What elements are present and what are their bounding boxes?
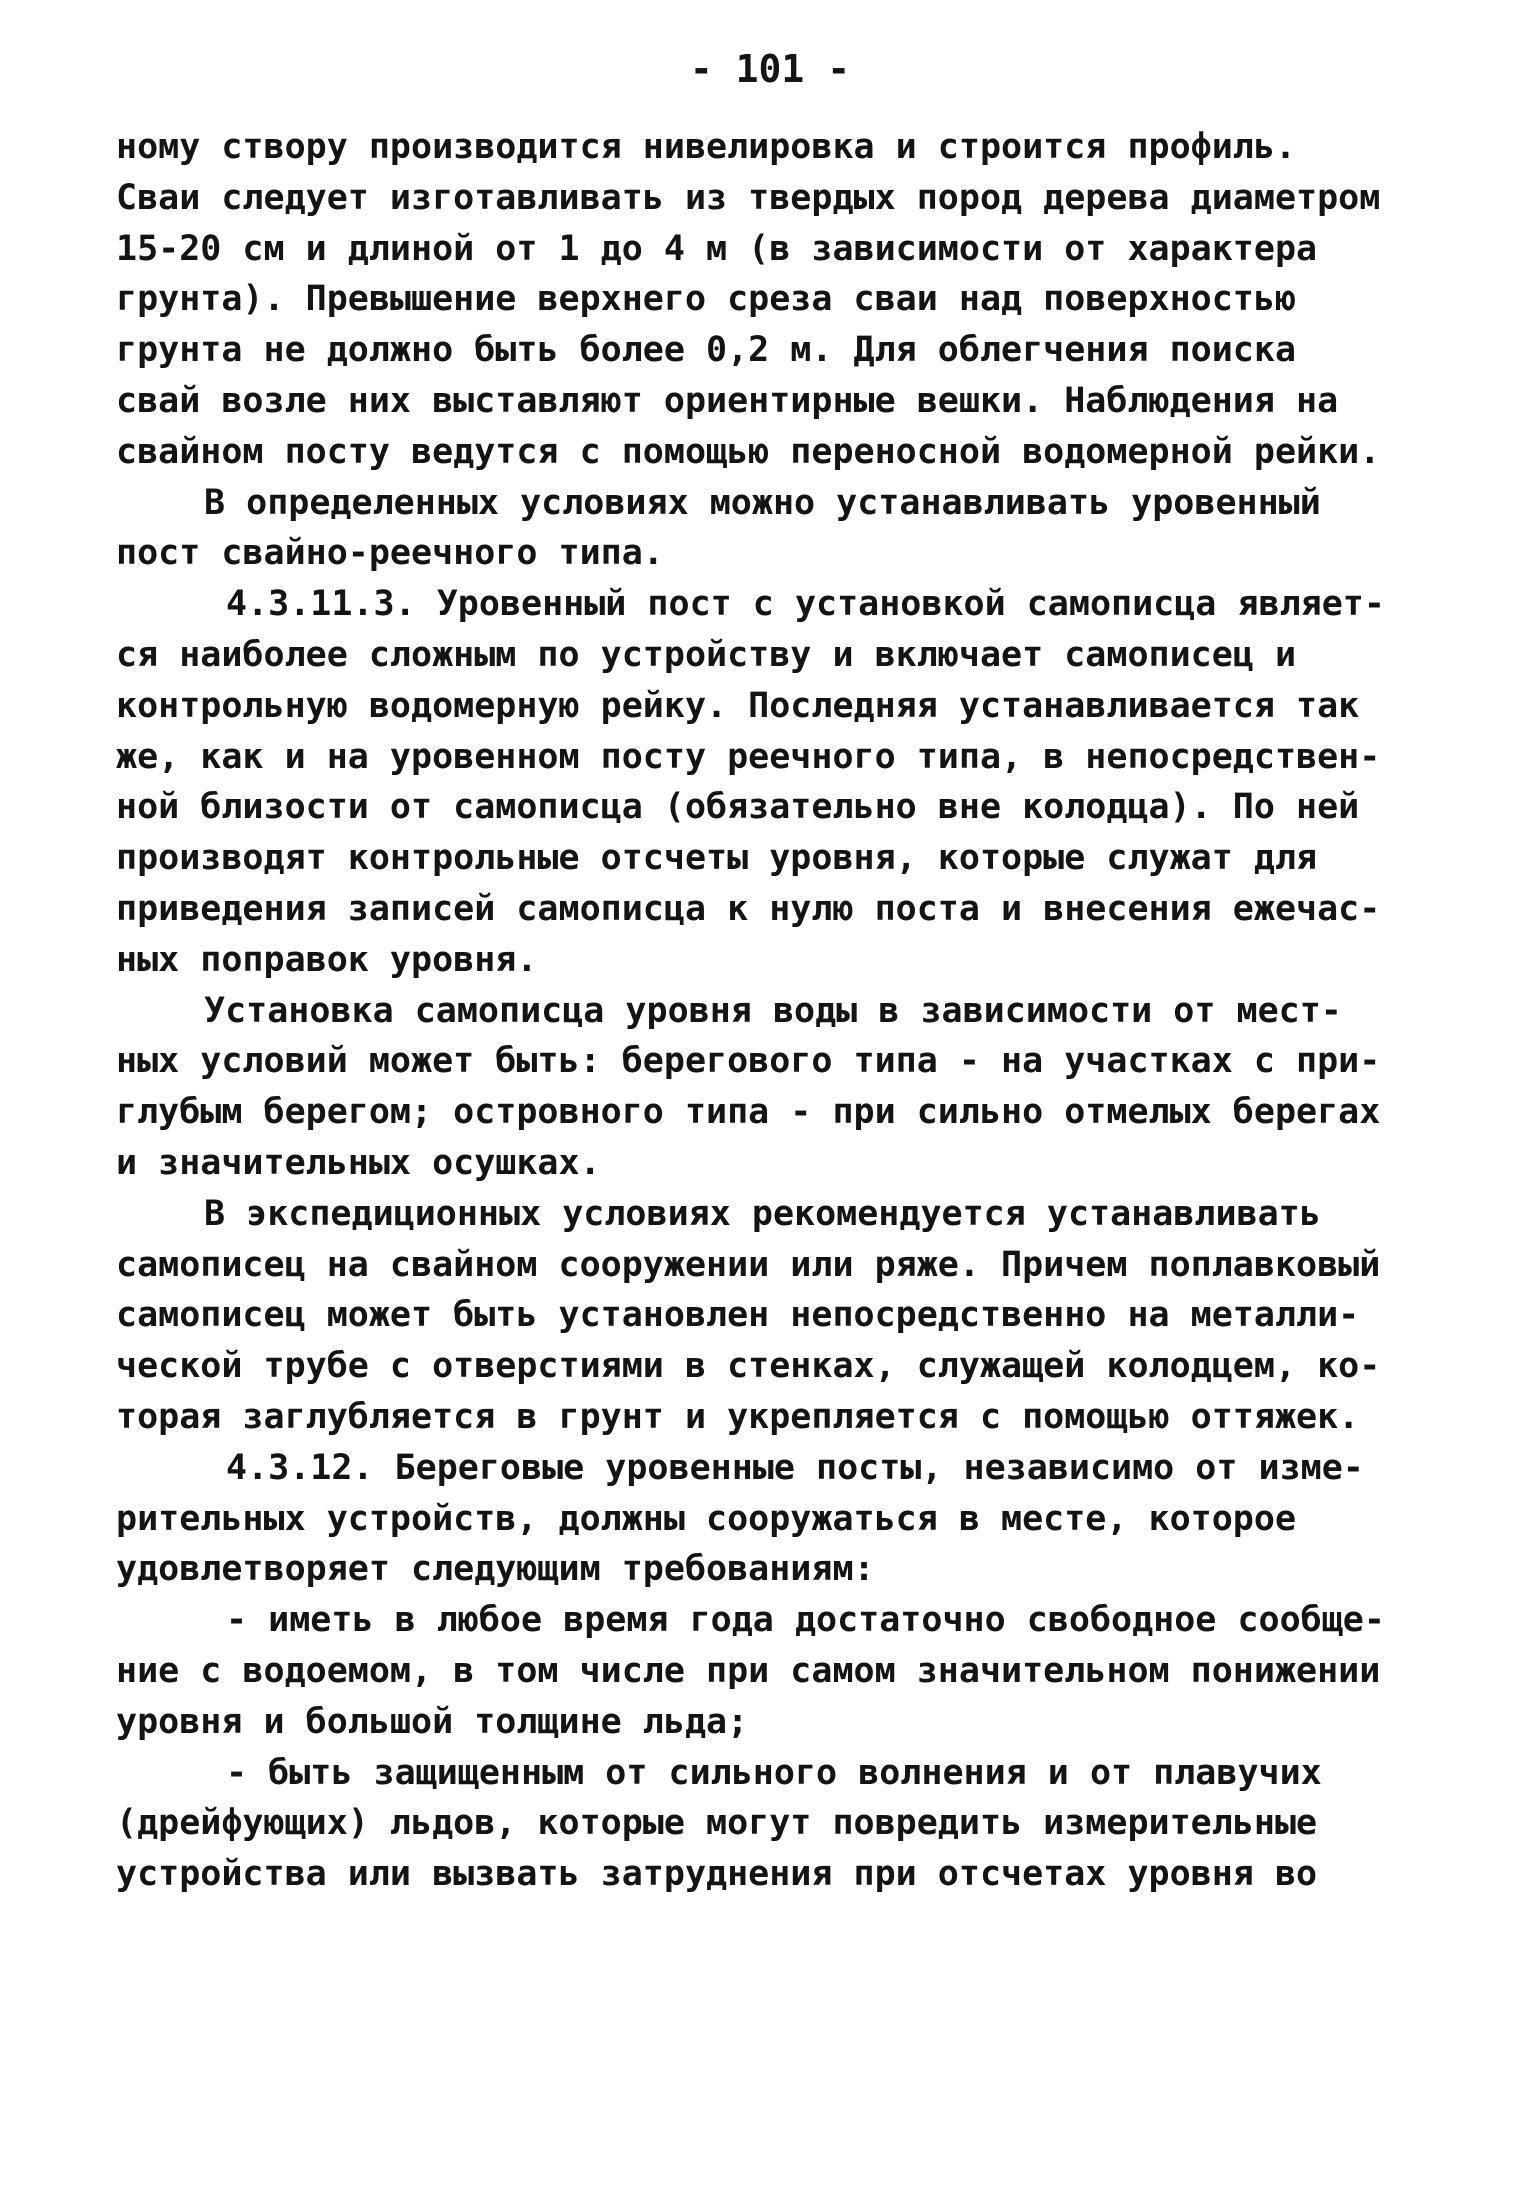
- text-line: ческой трубе с отверстиями в стенках, служащей колодцем, ко-: [116, 1346, 1381, 1387]
- text-line: глубым берегом; островного типа - при сильно отмелых берегах: [116, 1092, 1381, 1133]
- text-line: пост свайно-реечного типа.: [116, 533, 664, 574]
- text-line: (дрейфующих) льдов, которые могут повредить измерительные: [116, 1803, 1318, 1844]
- text-line: и значительных осушках.: [116, 1142, 601, 1183]
- text-line: ных поправок уровня.: [116, 939, 538, 980]
- text-line: устройства или вызвать затруднения при отсчетах уровня во: [116, 1854, 1318, 1895]
- text-line: грунта не должно быть более 0,2 м. Для облегчения поиска: [116, 330, 1297, 371]
- text-line: удовлетворяет следующим требованиям:: [116, 1549, 875, 1590]
- text-line: самописец на свайном сооружении или ряже. Причем поплавковый: [116, 1244, 1381, 1285]
- paragraph-start-line: В экспедиционных условиях рекомендуется устанавливать: [204, 1193, 1321, 1234]
- text-line: торая заглубляется в грунт и укрепляется с помощью оттяжек.: [116, 1396, 1360, 1437]
- text-line: же, как и на уровенном посту реечного типа, в непосредствен-: [116, 736, 1381, 777]
- text-line: самописец может быть установлен непосредственно на металли-: [116, 1295, 1360, 1336]
- text-line: грунта). Превышение верхнего среза сваи над поверхностью: [116, 279, 1297, 320]
- text-line: свай возле них выставляют ориентирные вешки. Наблюдения на: [116, 380, 1339, 421]
- text-line: ние с водоемом, в том числе при самом значительном понижении: [116, 1650, 1381, 1691]
- section-heading-line: 4.3.11.3. Уровенный пост с установкой самописца являет-: [226, 584, 1385, 625]
- text-line: уровня и большой толщине льда;: [116, 1701, 749, 1742]
- text-line: ному створу производится нивелировка и строится профиль.: [116, 127, 1297, 167]
- text-line: Сваи следует изготавливать из твердых пород дерева диаметром: [116, 177, 1381, 218]
- text-line: приведения записей самописца к нулю поста и внесения ежечас-: [116, 888, 1381, 929]
- text-line: свайном посту ведутся с помощью переносной водомерной рейки.: [116, 431, 1381, 472]
- text-line: рительных устройств, должны сооружаться в месте, которое: [116, 1498, 1297, 1539]
- text-line: ной близости от самописца (обязательно вне колодца). По ней: [116, 787, 1360, 828]
- paragraph-start-line: В определенных условиях можно устанавливать уровенный: [204, 482, 1321, 523]
- paragraph-start-line: Установка самописца уровня воды в зависимости от мест-: [204, 990, 1342, 1031]
- list-item-line: - иметь в любое время года достаточно свободное сообще-: [226, 1600, 1385, 1641]
- text-line: производят контрольные отсчеты уровня, которые служат для: [116, 838, 1318, 879]
- body-text: [116, 122, 1416, 1900]
- text-line: ся наиболее сложным по устройству и включает самописец и: [116, 634, 1297, 675]
- section-heading-line: 4.3.12. Береговые уровенные посты, независимо от изме-: [226, 1447, 1364, 1488]
- page-number: - 101 -: [689, 47, 851, 91]
- text-line: 15-20 см и длиной от 1 до 4 м (в зависимости от характера: [116, 228, 1318, 269]
- text-line: контрольную водомерную рейку. Последняя устанавливается так: [116, 685, 1360, 726]
- list-item-line: - быть защищенным от сильного волнения и от плавучих: [226, 1752, 1322, 1793]
- text-line: ных условий может быть: берегового типа - на участках с при-: [116, 1041, 1381, 1082]
